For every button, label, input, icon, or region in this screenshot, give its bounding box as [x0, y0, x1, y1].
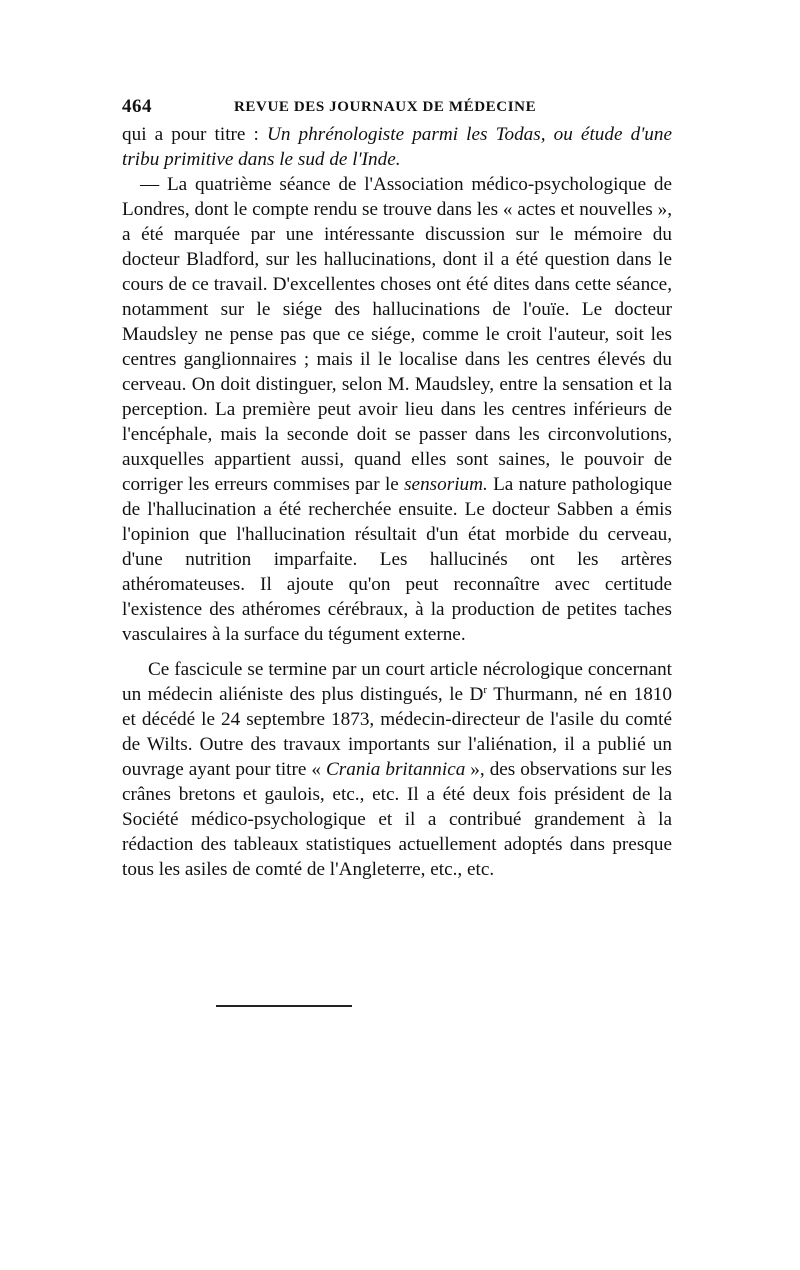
italic-book-title: Crania britannica	[325, 759, 466, 780]
paragraph-text: — La quatrième séance de l'Association médico-psychologique de Londres, dont le compte rendu se trouve dans les « actes et nouvelles », a été marquée par une intéressante discussion sur le mémoire du docteur Bladford, sur les hallucinations, dont il a été question dans le cours de ce travail. D'excellentes choses ont été dites dans cette séance, notamment sur le siége des hallucinations de l'ouïe. Le docteur Maudsley ne pense pas que ce siége, comme le croit l'auteur, soit les centres ganglionnaires ; mais il le localise dans les centres élevés du cerveau. On doit distinguer, selon M. Maudsley, entre la sensation et la perception. La première peut avoir lieu dans les centres inférieurs de l'encéphale, mais la seconde doit se passer dans les circonvolutions, auxquelles appartient aussi, quand elles sont saines, le pouvoir de corriger les erreurs commises par le	[122, 174, 672, 495]
section-end-rule	[216, 1005, 352, 1007]
paragraph-text: La nature pathologique de l'hallucination a été recherchée ensuite. Le docteur Sabben a émis l'opinion que l'hallucination résultait d'un état morbide du cerveau, d'une nutrition imparfaite. Les hallucinés ont les artères athéromateuses. Il ajoute qu'on peut reconnaître avec certitude l'existence des athéromes cérébraux, à la production de petites taches vasculaires à la surface du tégument externe.	[122, 474, 672, 645]
italic-work-title: Un phrénologiste parmi les Todas, ou étude d'une tribu primitive dans le sud de l'Inde.	[122, 124, 672, 170]
paragraph-title-continuation	[122, 122, 672, 172]
paragraph-text: Thurmann, né en 1810 et décédé le 24 septembre 1873, médecin-directeur de l'asile du comté de Wilts. Outre des travaux importants sur l'aliénation, il a publié un ouvrage ayant pour titre «	[122, 684, 672, 780]
paragraph-necrology	[122, 657, 672, 882]
running-head	[122, 92, 672, 122]
page-number: 464	[122, 96, 152, 117]
paragraph-text: Ce fascicule se termine par un court article nécrologique concernant un médecin aliéniste des plus distingués, le D	[122, 659, 672, 705]
paragraph-text: », des observations sur les crânes bretons et gaulois, etc., etc. Il a été deux fois président de la Société médico-psychologique et il a contribué grandement à la rédaction des tableaux statistiques actuellement adoptés dans presque tous les asiles de comté de l'Angleterre, etc., etc.	[122, 759, 672, 880]
paragraph-association-seance	[122, 172, 672, 647]
italic-term: sensorium.	[404, 474, 488, 495]
body-text	[122, 122, 672, 882]
superscript-abbrev: r	[483, 684, 488, 696]
paragraph-text: qui a pour titre :	[122, 124, 267, 145]
book-page	[122, 92, 672, 882]
running-title: REVUE DES JOURNAUX DE MÉDECINE	[234, 99, 537, 115]
